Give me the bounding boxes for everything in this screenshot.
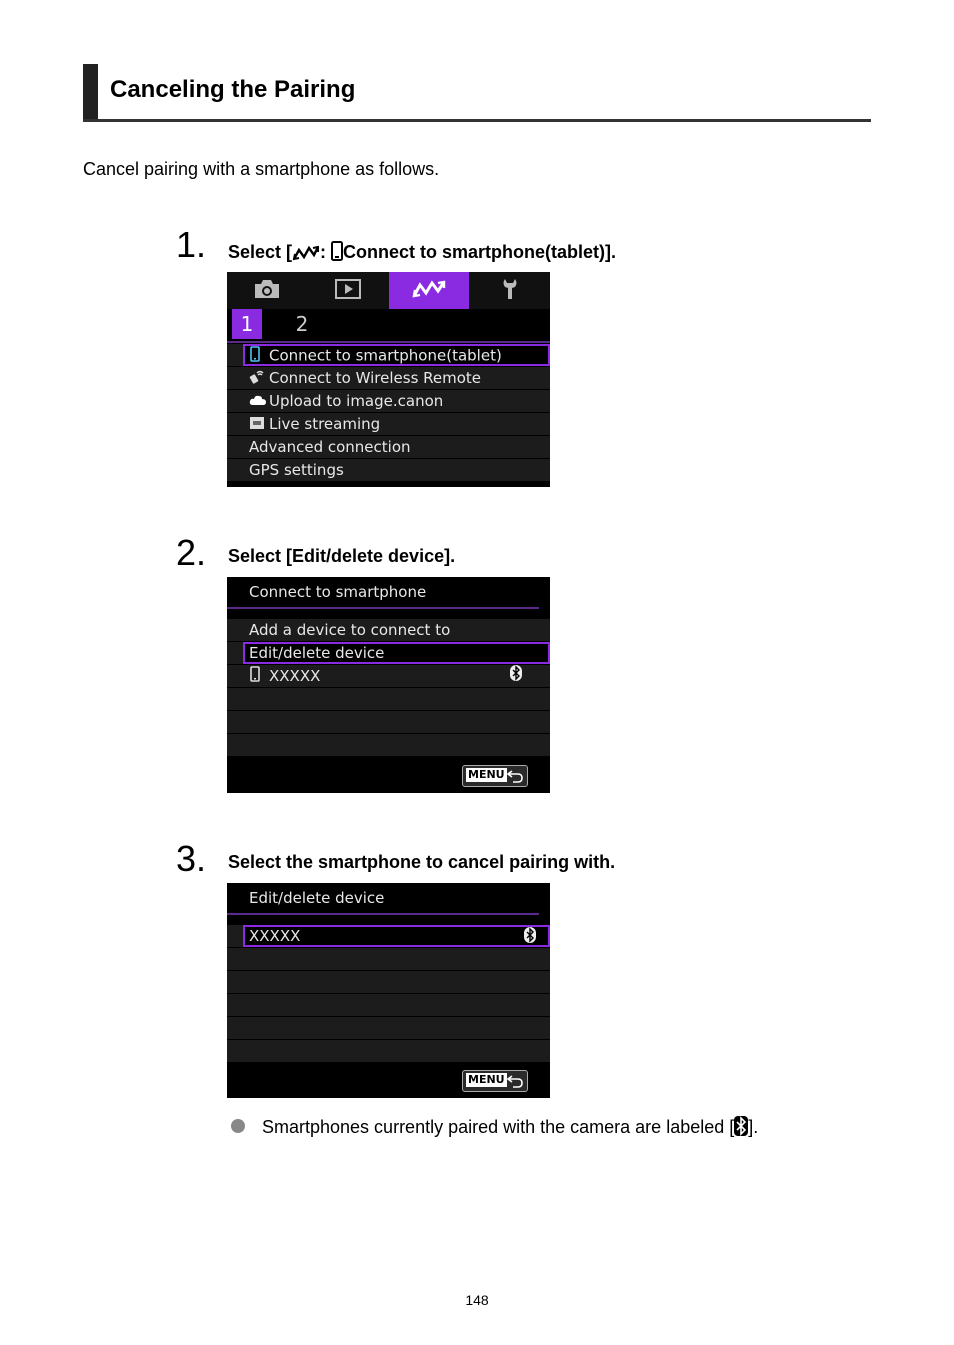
step-3-title: Select the smartphone to cancel pairing with. bbox=[228, 852, 616, 872]
bluetooth-icon bbox=[524, 927, 536, 947]
intro-text: Cancel pairing with a smartphone as follows. bbox=[83, 159, 440, 179]
smartphone-icon bbox=[249, 346, 269, 366]
remote-icon bbox=[249, 368, 269, 390]
screen-footer bbox=[227, 1064, 550, 1098]
empty-row bbox=[227, 971, 550, 993]
bluetooth-icon bbox=[734, 1116, 748, 1141]
camera-screen-network-menu bbox=[227, 272, 550, 487]
menu-item-upload-image-canon[interactable] bbox=[227, 390, 550, 412]
menu-back-button[interactable] bbox=[462, 1070, 528, 1092]
camera-screen-edit-delete-device bbox=[227, 883, 550, 1098]
tab-wireless[interactable] bbox=[389, 272, 470, 309]
wireless-icon bbox=[292, 245, 320, 266]
empty-row bbox=[227, 711, 550, 733]
screen-header: Edit/delete device bbox=[227, 883, 539, 915]
tab-playback[interactable] bbox=[308, 272, 389, 309]
menu-button-label: MENU bbox=[468, 1073, 505, 1086]
bullet-point bbox=[231, 1119, 245, 1133]
step-2-title: Select [Edit/delete device]. bbox=[228, 546, 456, 566]
heading-bar bbox=[83, 64, 98, 122]
menu-item-add-device[interactable] bbox=[227, 619, 550, 641]
empty-row bbox=[227, 1040, 550, 1062]
section-title: Canceling the Pairing bbox=[110, 76, 356, 103]
device-row[interactable] bbox=[227, 665, 550, 687]
back-arrow-icon bbox=[507, 769, 523, 783]
menu-item-label: Advanced connection bbox=[249, 438, 411, 456]
playback-icon bbox=[334, 278, 362, 304]
menu-item-label: Live streaming bbox=[269, 415, 381, 433]
camera-icon bbox=[253, 278, 281, 304]
menu-item-label: Upload to image.canon bbox=[269, 392, 444, 410]
screen-header: Connect to smartphone bbox=[227, 577, 539, 609]
menu-page-bar bbox=[227, 309, 550, 343]
camera-screen-connect-smartphone bbox=[227, 577, 550, 793]
menu-item-advanced-connection[interactable] bbox=[227, 436, 550, 458]
empty-row bbox=[227, 948, 550, 970]
note-text bbox=[262, 1116, 758, 1141]
device-name: XXXXX bbox=[249, 927, 301, 945]
menu-item-live-streaming[interactable] bbox=[227, 413, 550, 435]
menu-item-label: GPS settings bbox=[249, 461, 344, 479]
menu-item-label: Connect to smartphone(tablet) bbox=[269, 346, 502, 365]
empty-row bbox=[227, 688, 550, 710]
step-1-separator: : bbox=[320, 242, 332, 262]
wireless-icon bbox=[411, 279, 447, 303]
menu-back-button[interactable] bbox=[462, 765, 528, 787]
empty-row bbox=[227, 734, 550, 756]
note-text-after: ]. bbox=[748, 1117, 759, 1137]
menu-page-1[interactable]: 1 bbox=[232, 309, 262, 339]
menu-tabs bbox=[227, 272, 550, 309]
menu-page-2[interactable]: 2 bbox=[295, 312, 309, 336]
menu-item-label: Add a device to connect to bbox=[249, 621, 451, 639]
smartphone-icon bbox=[331, 241, 343, 266]
menu-item-wireless-remote[interactable] bbox=[227, 367, 550, 389]
bluetooth-icon bbox=[510, 665, 522, 687]
heading-rule bbox=[83, 119, 871, 122]
step-1-title bbox=[228, 241, 616, 266]
step-2-number: 2. bbox=[176, 532, 207, 573]
menu-item-edit-delete-device[interactable] bbox=[243, 642, 550, 664]
cloud-icon bbox=[249, 391, 269, 413]
menu-item-connect-smartphone[interactable] bbox=[243, 344, 550, 366]
tab-setup[interactable] bbox=[469, 272, 550, 309]
wrench-icon bbox=[499, 277, 521, 305]
device-name: XXXXX bbox=[269, 667, 321, 685]
smartphone-icon bbox=[249, 666, 269, 688]
menu-item-gps-settings[interactable] bbox=[227, 459, 550, 481]
step-3-number: 3. bbox=[176, 838, 207, 879]
back-arrow-icon bbox=[507, 1074, 523, 1088]
step-1-title-text: Connect to smartphone(tablet)]. bbox=[343, 242, 617, 262]
tab-shooting[interactable] bbox=[227, 272, 308, 309]
step-1-prefix: Select [ bbox=[228, 242, 293, 262]
menu-item-label: Edit/delete device bbox=[249, 644, 385, 662]
step-1-number: 1. bbox=[176, 224, 207, 265]
empty-row bbox=[227, 1017, 550, 1039]
menu-button-label: MENU bbox=[468, 768, 505, 781]
menu-item-label: Connect to Wireless Remote bbox=[269, 369, 482, 387]
empty-row bbox=[227, 994, 550, 1016]
device-row-selected[interactable] bbox=[243, 925, 550, 947]
note-text-before: Smartphones currently paired with the camera are labeled [ bbox=[262, 1117, 735, 1137]
section-heading bbox=[83, 64, 871, 122]
screen-footer bbox=[227, 759, 550, 793]
stream-icon bbox=[249, 414, 269, 436]
page-number: 148 bbox=[465, 1292, 489, 1308]
